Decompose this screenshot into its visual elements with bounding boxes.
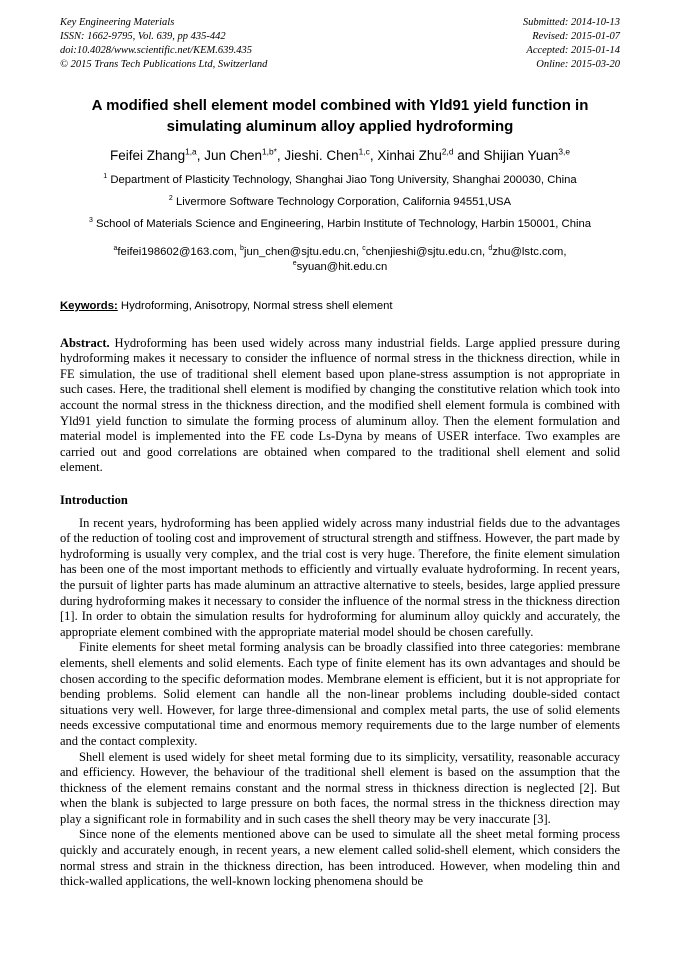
keywords-label: Keywords: [60,299,118,312]
body-paragraph-2: Finite elements for sheet metal forming analysis can be broadly classified into three categories: membrane elements, shell elements and solid elements. Each type of finite element has its own advantages and should be chosen according to the specific deformation modes. Membrane element is efficient, but it is not appropriate for bending problems. Solid element can handle all the non-linear problems including double-sided contact situations very well. However, for large three-dimensional and complex metal parts, the use of solid elements needs excessive computational time and enormous memory requirements due to the large number of elements and the contact complexity. [60,640,621,748]
section-heading-introduction: Introduction [60,493,128,507]
email-line: $^a$feifei198602@163.com, $^b$jun_chen@sjtu.edu.cn, $^c$chenjieshi@sjtu.edu.cn, $^d$zhu@lstc.com, $^e$syuan@hit.edu.cn [113,245,567,274]
revised-date: Revised: 2015-01-07 [532,30,620,42]
affiliation-2: $^2$ Livermore Software Technology Corporation, California 94551,USA [168,195,512,209]
page-header [60,16,620,71]
journal-copyright: © 2015 Trans Tech Publications Ltd, Switzerland [60,58,268,70]
body-paragraph-3: Shell element is used widely for sheet metal forming due to its simplicity, versatility, reasonable accuracy and efficiency. However, the behaviour of the traditional shell element is based on the assumption that the thickness of the element remains constant and the normal stress in thickness direction is neglected [2]. But when the blank is subjected to large pressure on both faces, the normal stress in the thickness direction may play a significant role in formability and in such cases the shell theory may be very inaccurate [3]. [60,749,620,826]
online-date: Online: 2015-03-20 [536,58,620,70]
body-paragraph-1: In recent years, hydroforming has been applied widely across many industrial fields due to the advantages of the reduction of tooling cost and improvement of structural strength and stiffness. However, the part made by hydroforming is usually very complex, and the trial cost is very huge. Therefore, the finite element simulation has been one of the most important methods to efficiently and virtually evaluate hydroforming. In recent years, the pursuit of lighter parts has made aluminum an attractive alternative to steels, besides, large applied pressure during hydroforming makes it necessary to consider the influence of the normal stress in the thickness direction [1]. In order to obtain the simulation results for hydroforming for aluminum alloy quickly and accurately, the appropriate element combined with the appropriate material model should be chosen carefully. [60,515,620,639]
body-paragraph-4: Since none of the elements mentioned above can be used to simulate all the sheet metal forming process quickly and accurately enough, in recent years, a new element called solid-shell element, which considers the normal stress and strain in the thickness direction, has been introduced. However, when modeling thin and thick-walled applications, the well-known locking phenomena should be [60,827,620,889]
affiliations-block [60,173,620,232]
submission-dates-block [523,16,620,71]
journal-doi: doi:10.4028/www.scientific.net/KEM.639.435 [60,44,252,56]
journal-info-block [60,16,267,71]
keywords-text: Hydroforming, Anisotropy, Normal stress shell element [117,299,393,312]
keywords-line [60,300,620,312]
submitted-date: Submitted: 2014-10-13 [522,17,620,28]
paper-title: A modified shell element model combined with Yld91 yield function in simulating aluminum alloy applied hydroforming [91,97,589,136]
affiliation-1: $^1$ Department of Plasticity Technology, Shanghai Jiao Tong University, Shanghai 200030, China [103,173,577,187]
accepted-date: Accepted: 2015-01-14 [526,44,620,56]
journal-name: Key Engineering Materials [60,17,175,28]
abstract-paragraph [60,336,620,476]
abstract-label: Abstract. [60,335,110,350]
abstract-text: Hydroforming has been used widely across many industrial fields. Large applied pressure during hydroforming makes it necessary to consider the influence of normal stress in the thickness direction, while in FE simulation, the use of traditional shell element based upon plane-stress assumption is not appropriate in such cases. Here, the traditional shell element is modified by changing the constitutive relation which took into account the normal stress in the thickness direction, and the modified shell element formula is combined with Yld91 yield function to simulate the forming process of aluminum alloy. Then the element formulation and material model is implemented into the FE code Ls-Dyna by means of USER interface. Two examples are carried out and good correlations are obtained when compared to the traditional shell element and solid element. [60,335,620,475]
paper-body [60,336,620,890]
affiliation-3: $^3$ School of Materials Science and Engineering, Harbin Institute of Technology, Harbin 150001, China [88,217,592,231]
journal-issn: ISSN: 1662-9795, Vol. 639, pp 435-442 [60,30,226,42]
author-line: Feifei Zhang$^{1,a}$, Jun Chen$^{1,b*}$, Jieshi. Chen$^{1,c}$, Xinhai Zhu$^{2,d}$ and Shijian Yuan$^{3,e}$ [110,146,570,164]
